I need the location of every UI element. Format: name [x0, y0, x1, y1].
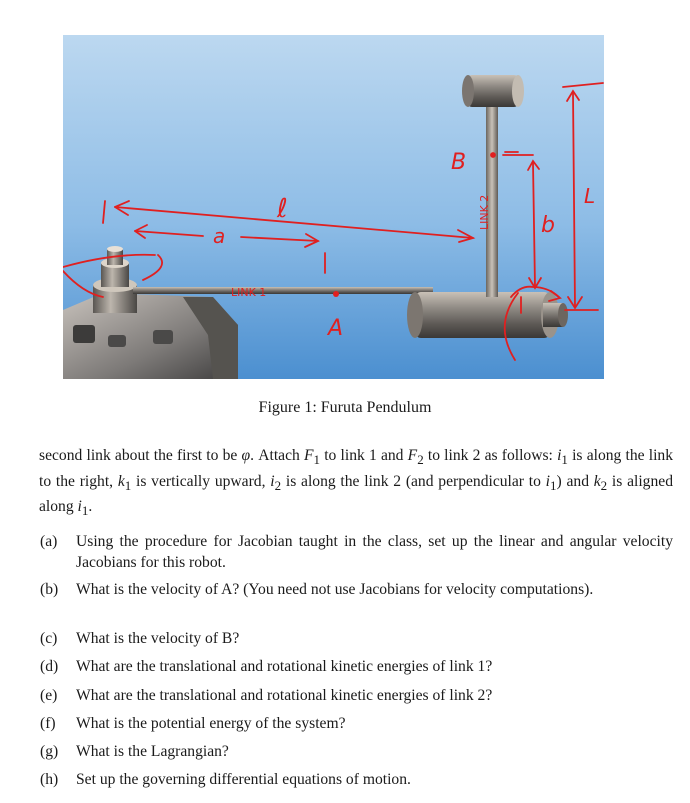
- label-b: b: [541, 213, 555, 238]
- label-L: L: [584, 184, 596, 208]
- pendulum-cylinder: [407, 292, 568, 338]
- setup-paragraph: second link about the first to be φ. Attach $F_1$ to link 1 and $F_2$ to link 2 as follows: $i_1$ is along the link to the right, $k_1$ is vertically upward, $i_2$ is along the link 2 (and perpendicular to $i_1$) and $k_2$ is aligned along $i_1$.: [39, 447, 674, 519]
- question-g: (g) What is the Lagrangian?: [40, 743, 229, 760]
- question-h: (h) Set up the governing differential equations of motion.: [40, 771, 411, 788]
- question-e: (e) What are the translational and rotational kinetic energies of link 2?: [40, 687, 493, 704]
- point-a-marker: [333, 291, 339, 297]
- question-f: (f) What is the potential energy of the system?: [40, 715, 346, 732]
- question-d: (d) What are the translational and rotational kinetic energies of link 1?: [40, 658, 493, 675]
- label-B: B: [451, 150, 467, 175]
- furuta-pendulum-figure: [63, 35, 604, 379]
- label-link-1: LINK 1: [231, 286, 267, 299]
- label-ell: ℓ: [277, 194, 288, 224]
- question-a: (a) Using the procedure for Jacobian taught in the class, set up the linear and angular velocity Jacobians for this robot.: [40, 533, 673, 571]
- label-A: A: [328, 316, 344, 341]
- base-block: [63, 293, 238, 379]
- question-c: (c) What is the velocity of B?: [40, 630, 240, 647]
- link-1-rod: [133, 287, 433, 294]
- label-a: a: [213, 224, 226, 248]
- label-link-2: LINK 2: [478, 194, 491, 230]
- top-weight: [462, 75, 524, 107]
- question-b: (b) What is the velocity of A? (You need not use Jacobians for velocity computations).: [40, 581, 594, 598]
- figure-caption: Figure 1: Furuta Pendulum: [258, 399, 432, 416]
